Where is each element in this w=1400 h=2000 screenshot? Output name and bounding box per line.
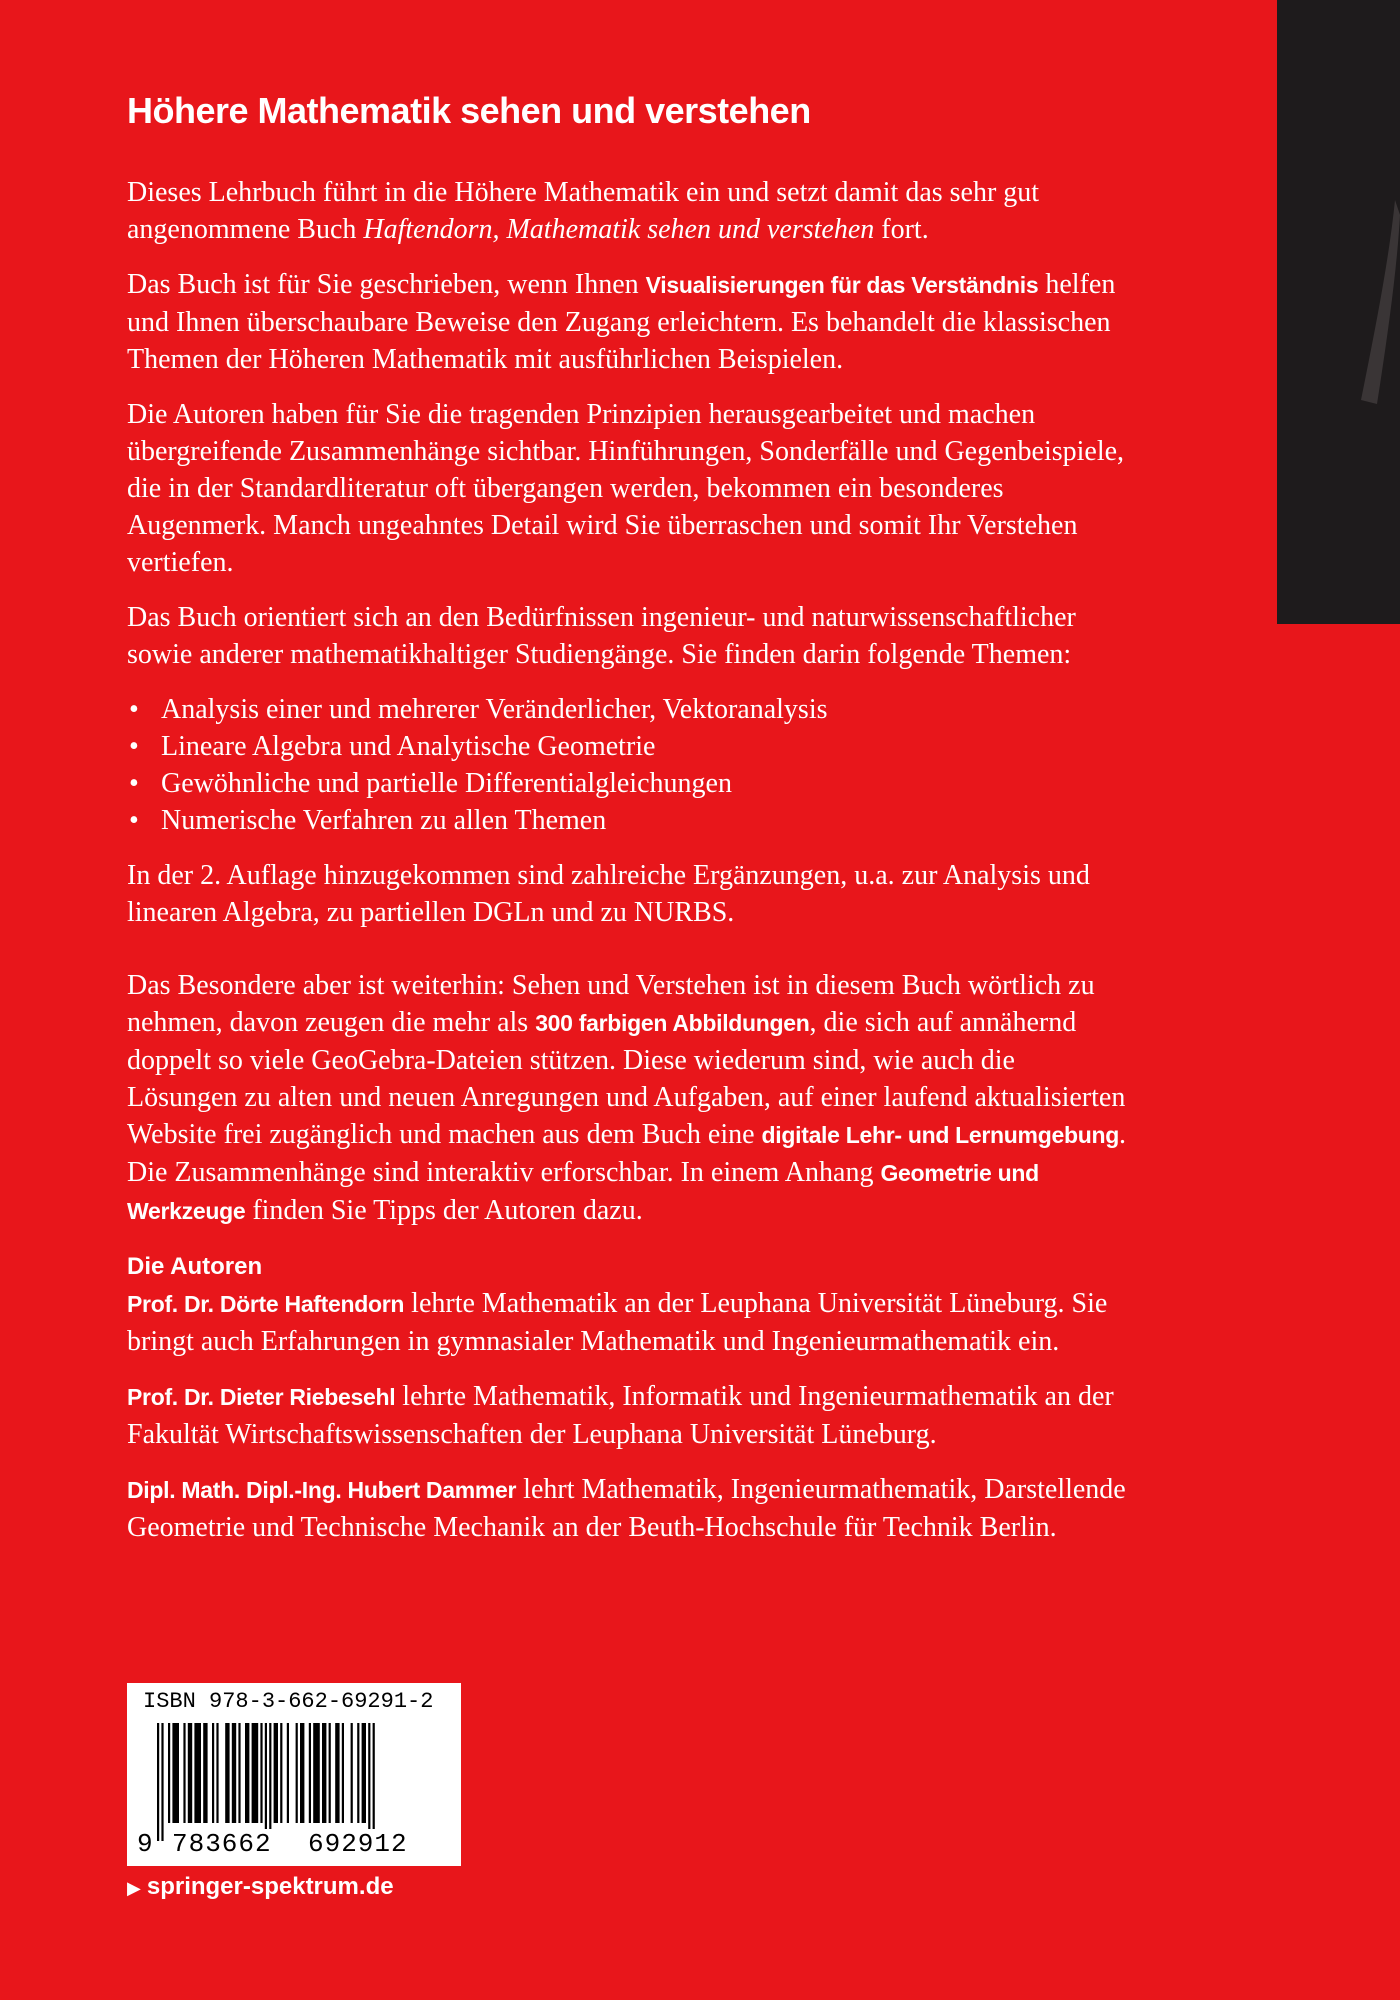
intro-italic-title: Haftendorn, Mathematik sehen und verstehen — [363, 214, 875, 245]
barcode-bar — [287, 1723, 289, 1823]
barcode-bar — [245, 1723, 249, 1823]
barcode-bar — [157, 1723, 159, 1841]
publisher-website[interactable] — [127, 1873, 394, 1901]
barcode-bar — [309, 1723, 311, 1823]
website-label: springer-spektrum.de — [146, 1873, 394, 1900]
author-text: lehrt Mathematik, Ingenieurmathematik, Darstellende Geometrie und Technische Mechanik an der Beuth-Hochschule für Technik Berlin. — [127, 1474, 1126, 1543]
barcode-digits — [135, 1825, 453, 1865]
barcode-bar — [274, 1723, 278, 1823]
spine-panel — [1277, 0, 1400, 624]
barcode-bar — [351, 1723, 353, 1823]
barcode-bar — [329, 1723, 331, 1823]
barcode-bar — [300, 1723, 304, 1823]
spine-logo-fragment — [1277, 0, 1400, 624]
special-text: Das Besondere aber ist weiterhin: Sehen und Verstehen ist in diesem Buch wörtlich zu nehmen, davon zeugen die mehr als — [127, 970, 1095, 1038]
barcode-bar — [203, 1723, 207, 1823]
barcode-bar — [322, 1723, 326, 1823]
barcode-bar — [260, 1723, 262, 1823]
author-bio — [127, 1285, 1127, 1360]
barcode-bar — [368, 1723, 370, 1841]
back-cover-text — [127, 90, 1127, 1546]
author-bio — [127, 1471, 1127, 1546]
paragraph-intro — [127, 174, 1127, 248]
barcode-bar — [216, 1723, 218, 1823]
isbn-label: ISBN 978-3-662-69291-2 — [143, 1689, 434, 1714]
author-name: Prof. Dr. Dörte Haftendorn — [127, 1291, 405, 1317]
author-bio — [127, 1378, 1127, 1453]
barcode-bar — [357, 1723, 359, 1823]
paragraph-audience — [127, 266, 1127, 378]
paragraph-principles: Die Autoren haben für Sie die tragenden Prinzipien herausgearbeitet und machen übergreifende Zusammenhänge sichtbar. Hinführungen, Sonderfälle und Gegenbeispiele, die in der Standardliteratur oft übergangen werden, bekommen ein besonderes Augenmerk. Manch ungeahntes Detail wird Sie überraschen und somit Ihr Verstehen vertiefen. — [127, 399, 1125, 578]
barcode-bar — [225, 1723, 229, 1823]
barcode-bar — [172, 1723, 179, 1823]
special-text-2: , die sich auf annähernd doppelt so viele GeoGebra-Dateien stützen. Diese wiederum sind, wie auch die Lösungen zu alten und neuen Anregungen und Aufgaben, auf einer laufend aktualisierten Website frei zugänglich und machen aus dem Buch eine — [127, 1007, 1126, 1150]
topic-item: • Lineare Algebra und Analytische Geometrie — [127, 728, 1127, 765]
barcode-bar — [238, 1723, 240, 1823]
barcode-bar — [342, 1723, 344, 1823]
barcode-bar — [265, 1723, 267, 1841]
special-emphasis-appendix: Geometrie und Werkzeuge — [127, 1160, 1039, 1224]
authors-heading: Die Autoren — [127, 1253, 263, 1280]
author-name: Dipl. Math. Dipl.-Ing. Hubert Dammer — [127, 1477, 517, 1503]
audience-text-end: helfen und Ihnen überschaubare Beweise den Zugang erleichtern. Es behandelt die klassischen Themen der Höheren Mathematik mit ausführlichen Beispielen. — [127, 269, 1116, 375]
author-name: Prof. Dr. Dieter Riebesehl — [127, 1384, 396, 1410]
audience-text: Das Buch ist für Sie geschrieben, wenn Ihnen — [127, 269, 646, 300]
special-emphasis-digital: digitale Lehr- und Lernumgebung — [761, 1122, 1119, 1148]
barcode-bar — [183, 1723, 185, 1823]
special-text-end: finden Sie Tipps der Autoren dazu. — [245, 1195, 643, 1226]
intro-text-end: fort. — [874, 214, 929, 245]
barcode-bar — [335, 1723, 339, 1823]
barcode-bar — [373, 1723, 375, 1841]
barcode-bars — [135, 1723, 453, 1841]
barcode-bar — [252, 1723, 259, 1823]
barcode-bar — [212, 1723, 214, 1823]
barcode-bar — [296, 1723, 298, 1823]
topic-list — [127, 691, 1127, 839]
paragraph-second-edition: In der 2. Auflage hinzugekommen sind zahlreiche Ergänzungen, u.a. zur Analysis und linearen Algebra, zu partiellen DGLn und zu NURBS. — [127, 860, 1090, 928]
barcode-bar — [232, 1723, 236, 1823]
barcode-bar — [269, 1723, 271, 1841]
paragraph-special — [127, 967, 1127, 1230]
audience-emphasis: Visualisierungen für das Verständnis — [645, 272, 1039, 298]
barcode-bar — [194, 1723, 201, 1823]
barcode-bar — [161, 1723, 163, 1841]
barcode-bar — [280, 1723, 282, 1823]
headline: Höhere Mathematik sehen und verstehen — [127, 90, 811, 131]
barcode-digit-first: 9 — [137, 1829, 153, 1859]
barcode-bar — [313, 1723, 320, 1823]
isbn-barcode — [127, 1683, 461, 1866]
barcode-bar — [188, 1723, 192, 1823]
barcode-digit-group: 692912 — [305, 1829, 411, 1859]
topic-item: • Gewöhnliche und partielle Differentialgleichungen — [127, 765, 1127, 802]
author-text: lehrte Mathematik an der Leuphana Universität Lüneburg. Sie bringt auch Erfahrungen in gymnasialer Mathematik und Ingenieurmathematik ein. — [127, 1288, 1108, 1357]
topic-item: • Analysis einer und mehrerer Veränderlicher, Vektoranalysis — [127, 691, 1127, 728]
author-text: lehrte Mathematik, Informatik und Ingenieurmathematik an der Fakultät Wirtschaftswissenschaften der Leuphana Universität Lüneburg. — [127, 1381, 1114, 1450]
barcode-digit-group: 783662 — [169, 1829, 275, 1859]
play-arrow-icon: ▶ — [127, 1878, 141, 1898]
barcode-bar — [168, 1723, 170, 1823]
special-emphasis-figures: 300 farbigen Abbildungen — [535, 1010, 810, 1036]
topic-item: • Numerische Verfahren zu allen Themen — [127, 802, 1127, 839]
paragraph-orientation: Das Buch orientiert sich an den Bedürfnissen ingenieur- und naturwissenschaftlicher sowie anderer mathematikhaltiger Studiengänge. Sie finden darin folgende Themen: — [127, 602, 1076, 670]
intro-text: Dieses Lehrbuch führt in die Höhere Mathematik ein und setzt damit das sehr gut angenommene Buch — [127, 177, 1040, 245]
special-text-3: . Die Zusammenhänge sind interaktiv erforschbar. In einem Anhang — [127, 1119, 1126, 1188]
barcode-bar — [362, 1723, 366, 1823]
